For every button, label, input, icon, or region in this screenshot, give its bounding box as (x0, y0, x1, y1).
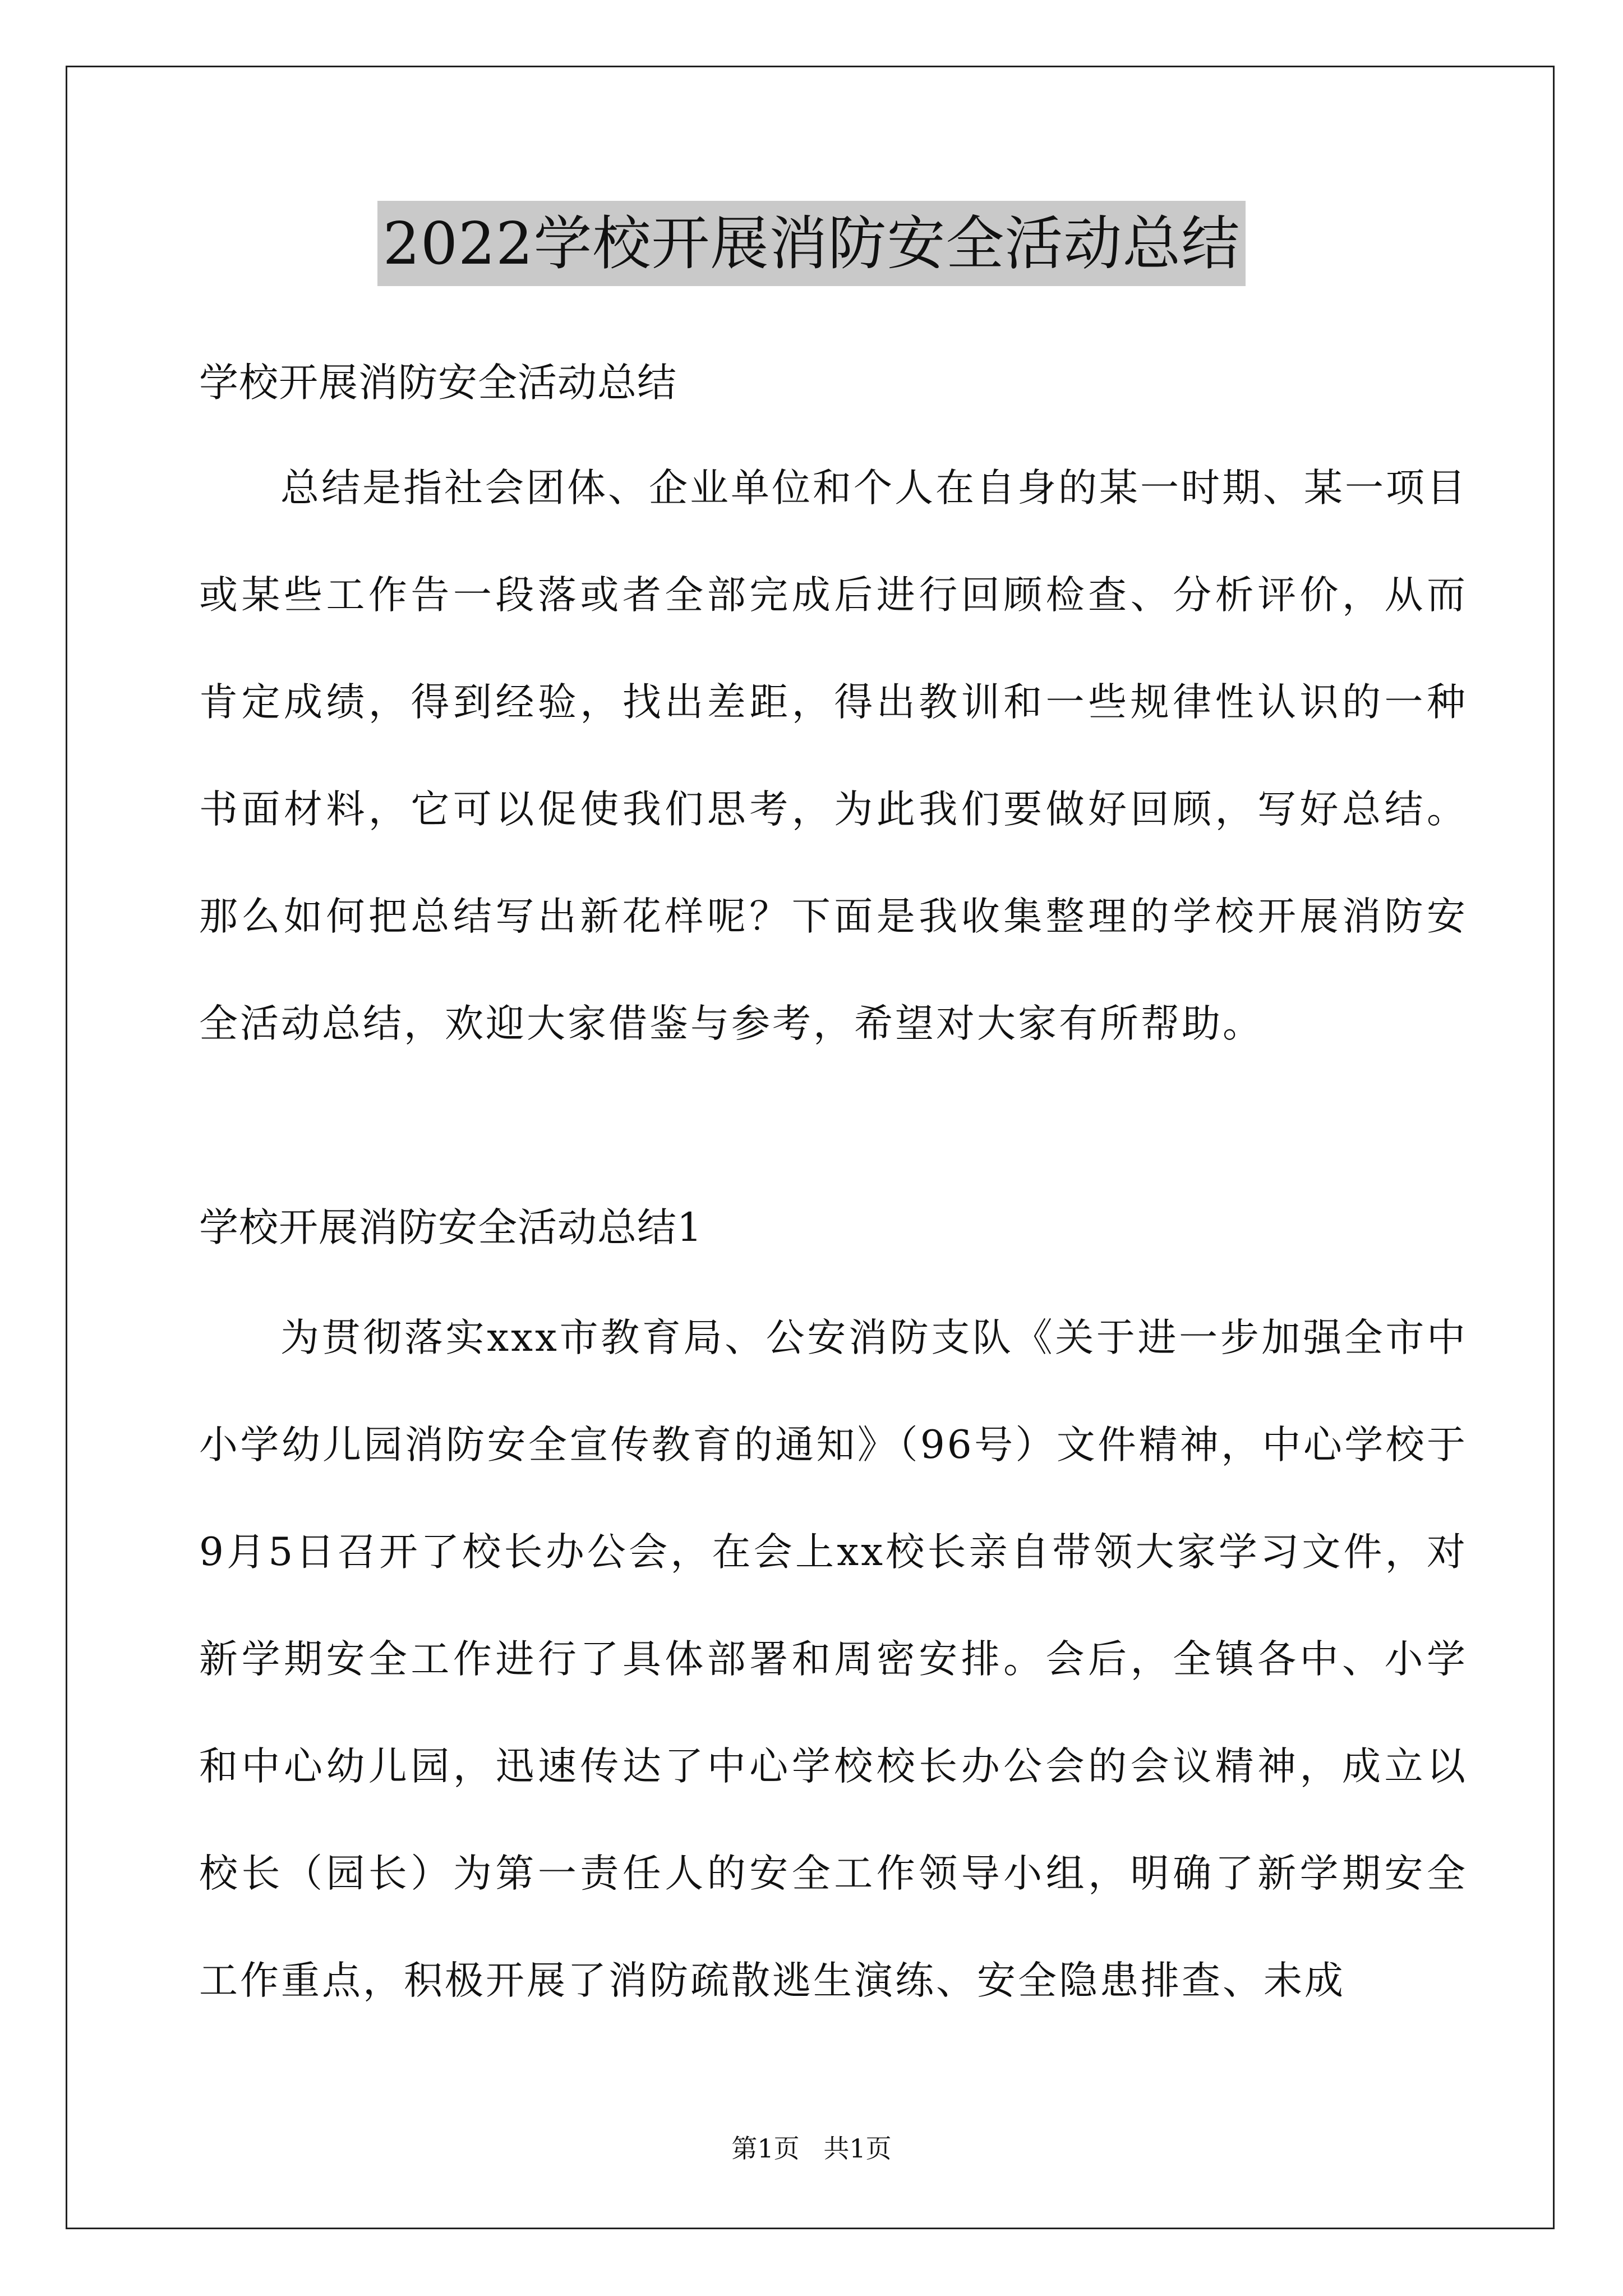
document-title: 2022学校开展消防安全活动总结 (377, 201, 1246, 286)
section-heading: 学校开展消防安全活动总结1 (199, 1204, 703, 1250)
intro-paragraph: 总结是指社会团体、企业单位和个人在自身的某一时期、某一项目或某些工作告一段落或者全部完成后进行回顾检查、分析评价，从而肯定成绩，得到经验，找出差距，得出教训和一些规律性认识的一种书面材料，它可以促使我们思考，为此我们要做好回顾，写好总结。那么如何把总结写出新花样呢？下面是我收集整理的学校开展消防安全活动总结，欢迎大家借鉴与参考，希望对大家有所帮助。 (199, 466, 1468, 1046)
page-number-total: 共1页 (823, 2133, 892, 2164)
page-footer (0, 2132, 1623, 2165)
document-subtitle: 学校开展消防安全活动总结 (199, 360, 677, 406)
page-number-current: 第1页 (731, 2133, 800, 2164)
title-container (0, 201, 1623, 286)
section-paragraph: 为贯彻落实xxx市教育局、公安消防支队《关于进一步加强全市中小学幼儿园消防安全宣传教育的通知》（96号）文件精神，中心学校于9月5日召开了校长办公会，在会上xx校长亲自带领大家学习文件，对新学期安全工作进行了具体部署和周密安排。会后，全镇各中、小学和中心幼儿园，迅速传达了中心学校校长办公会的会议精神，成立以校长（园长）为第一责任人的安全工作领导小组，明确了新学期安全工作重点，积极开展了消防疏散逃生演练、安全隐患排查、未成 (199, 1315, 1468, 2003)
